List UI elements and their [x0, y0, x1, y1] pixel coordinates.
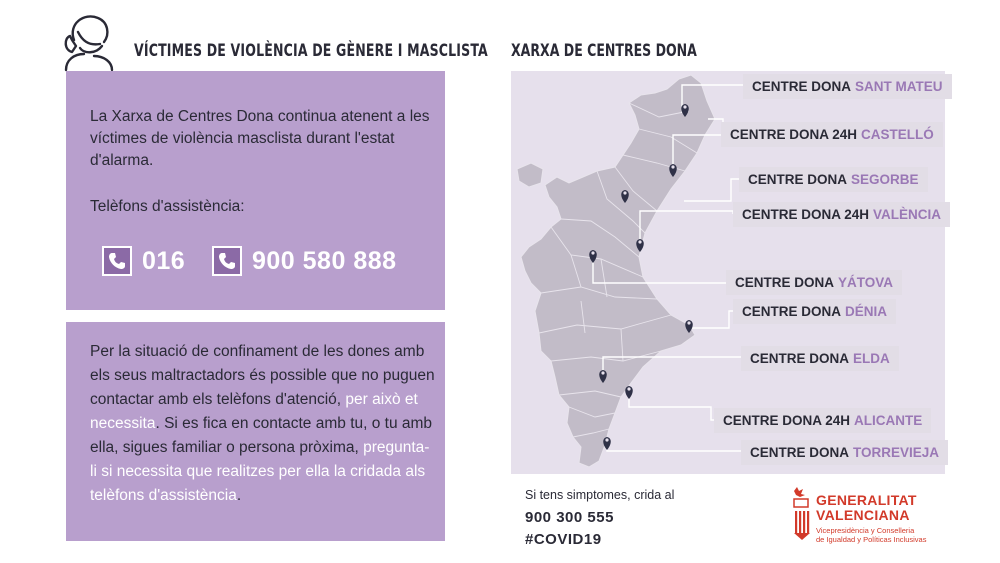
phone-icon [102, 246, 132, 276]
generalitat-emblem-icon [790, 485, 812, 541]
logo-name [816, 493, 917, 523]
centre-sant-mateu [743, 74, 952, 99]
logo-name-line: VALENCIANA [816, 507, 910, 523]
centre-prefix: CENTRE DONA [748, 172, 848, 187]
centre-place: YÁTOVA [838, 275, 894, 290]
centre-yatova [726, 270, 902, 295]
centre-prefix: CENTRE DONA [752, 79, 852, 94]
centre-place: SEGORBE [851, 172, 919, 187]
centre-prefix: CENTRE DONA [735, 275, 835, 290]
centre-prefix: CENTRE DONA [742, 304, 842, 319]
intro-text: La Xarxa de Centres Dona continua atenent a les víctimes de violència masclista durant l'estat d'alarma. [90, 108, 430, 169]
centre-place: ALICANTE [854, 413, 923, 428]
logo-sub-line: Vicepresidència y Conselleria [816, 526, 915, 535]
covid-number[interactable]: 900 300 555 [525, 509, 614, 526]
centre-torrevieja [741, 440, 948, 465]
phone-number: 900 580 888 [252, 246, 397, 275]
centre-alicante [714, 408, 931, 433]
centre-prefix: CENTRE DONA [750, 351, 850, 366]
region-shape [521, 75, 715, 467]
left-title: VÍCTIMES DE VIOLÈNCIA DE GÈNERE I MASCLISTA [134, 41, 488, 61]
logo-name-line: GENERALITAT [816, 492, 917, 508]
text-part: Per la situació de confinament de les dones amb els seus maltractadors és possible que no puguen contactar amb els telèfons d'atenció, [90, 343, 435, 408]
covid-line: Si tens simptomes, crida al [525, 488, 675, 502]
map-pin-icon [625, 386, 633, 399]
centre-castello [721, 122, 943, 147]
centre-valencia [733, 202, 950, 227]
centre-prefix: CENTRE DONA [750, 445, 850, 460]
centre-segorbe [739, 167, 928, 192]
phone-016[interactable] [102, 246, 185, 276]
highlight-text: per això et necessita [90, 391, 418, 432]
covid-hashtag: #COVID19 [525, 531, 602, 548]
text-part: . [236, 487, 242, 504]
centre-place: DÉNIA [845, 304, 888, 319]
highlight-text: pregunta-li si necessita que realitzes per ella la cridada als telèfons d'assistència [90, 439, 430, 504]
phone-900[interactable] [212, 246, 397, 276]
phone-icon [212, 246, 242, 276]
logo-subtitle [816, 526, 926, 544]
centre-place: CASTELLÓ [861, 127, 934, 142]
logo-sub-line: de Igualdad y Políticas Inclusivas [816, 535, 927, 544]
helpline-box [66, 71, 445, 310]
phone-number: 016 [142, 246, 186, 275]
centre-elda [741, 346, 899, 371]
text-part: . Si es fica en contacte amb tu, o tu amb ella, sigues familiar o persona pròxima, [90, 415, 433, 456]
confinement-box [66, 322, 445, 541]
centre-prefix: CENTRE DONA 24H [742, 207, 870, 222]
centre-denia [733, 299, 896, 324]
confinement-text [90, 340, 435, 508]
centre-place: ELDA [853, 351, 890, 366]
centre-place: SANT MATEU [855, 79, 943, 94]
person-phone-icon [58, 10, 118, 72]
centre-place: VALÈNCIA [873, 207, 942, 222]
centre-place: TORREVIEJA [853, 445, 940, 460]
centre-prefix: CENTRE DONA 24H [723, 413, 851, 428]
right-title: XARXA DE CENTRES DONA [511, 41, 697, 61]
phones-label: Telèfons d'assistència: [90, 198, 245, 215]
covid-info [525, 488, 674, 548]
centre-prefix: CENTRE DONA 24H [730, 127, 858, 142]
